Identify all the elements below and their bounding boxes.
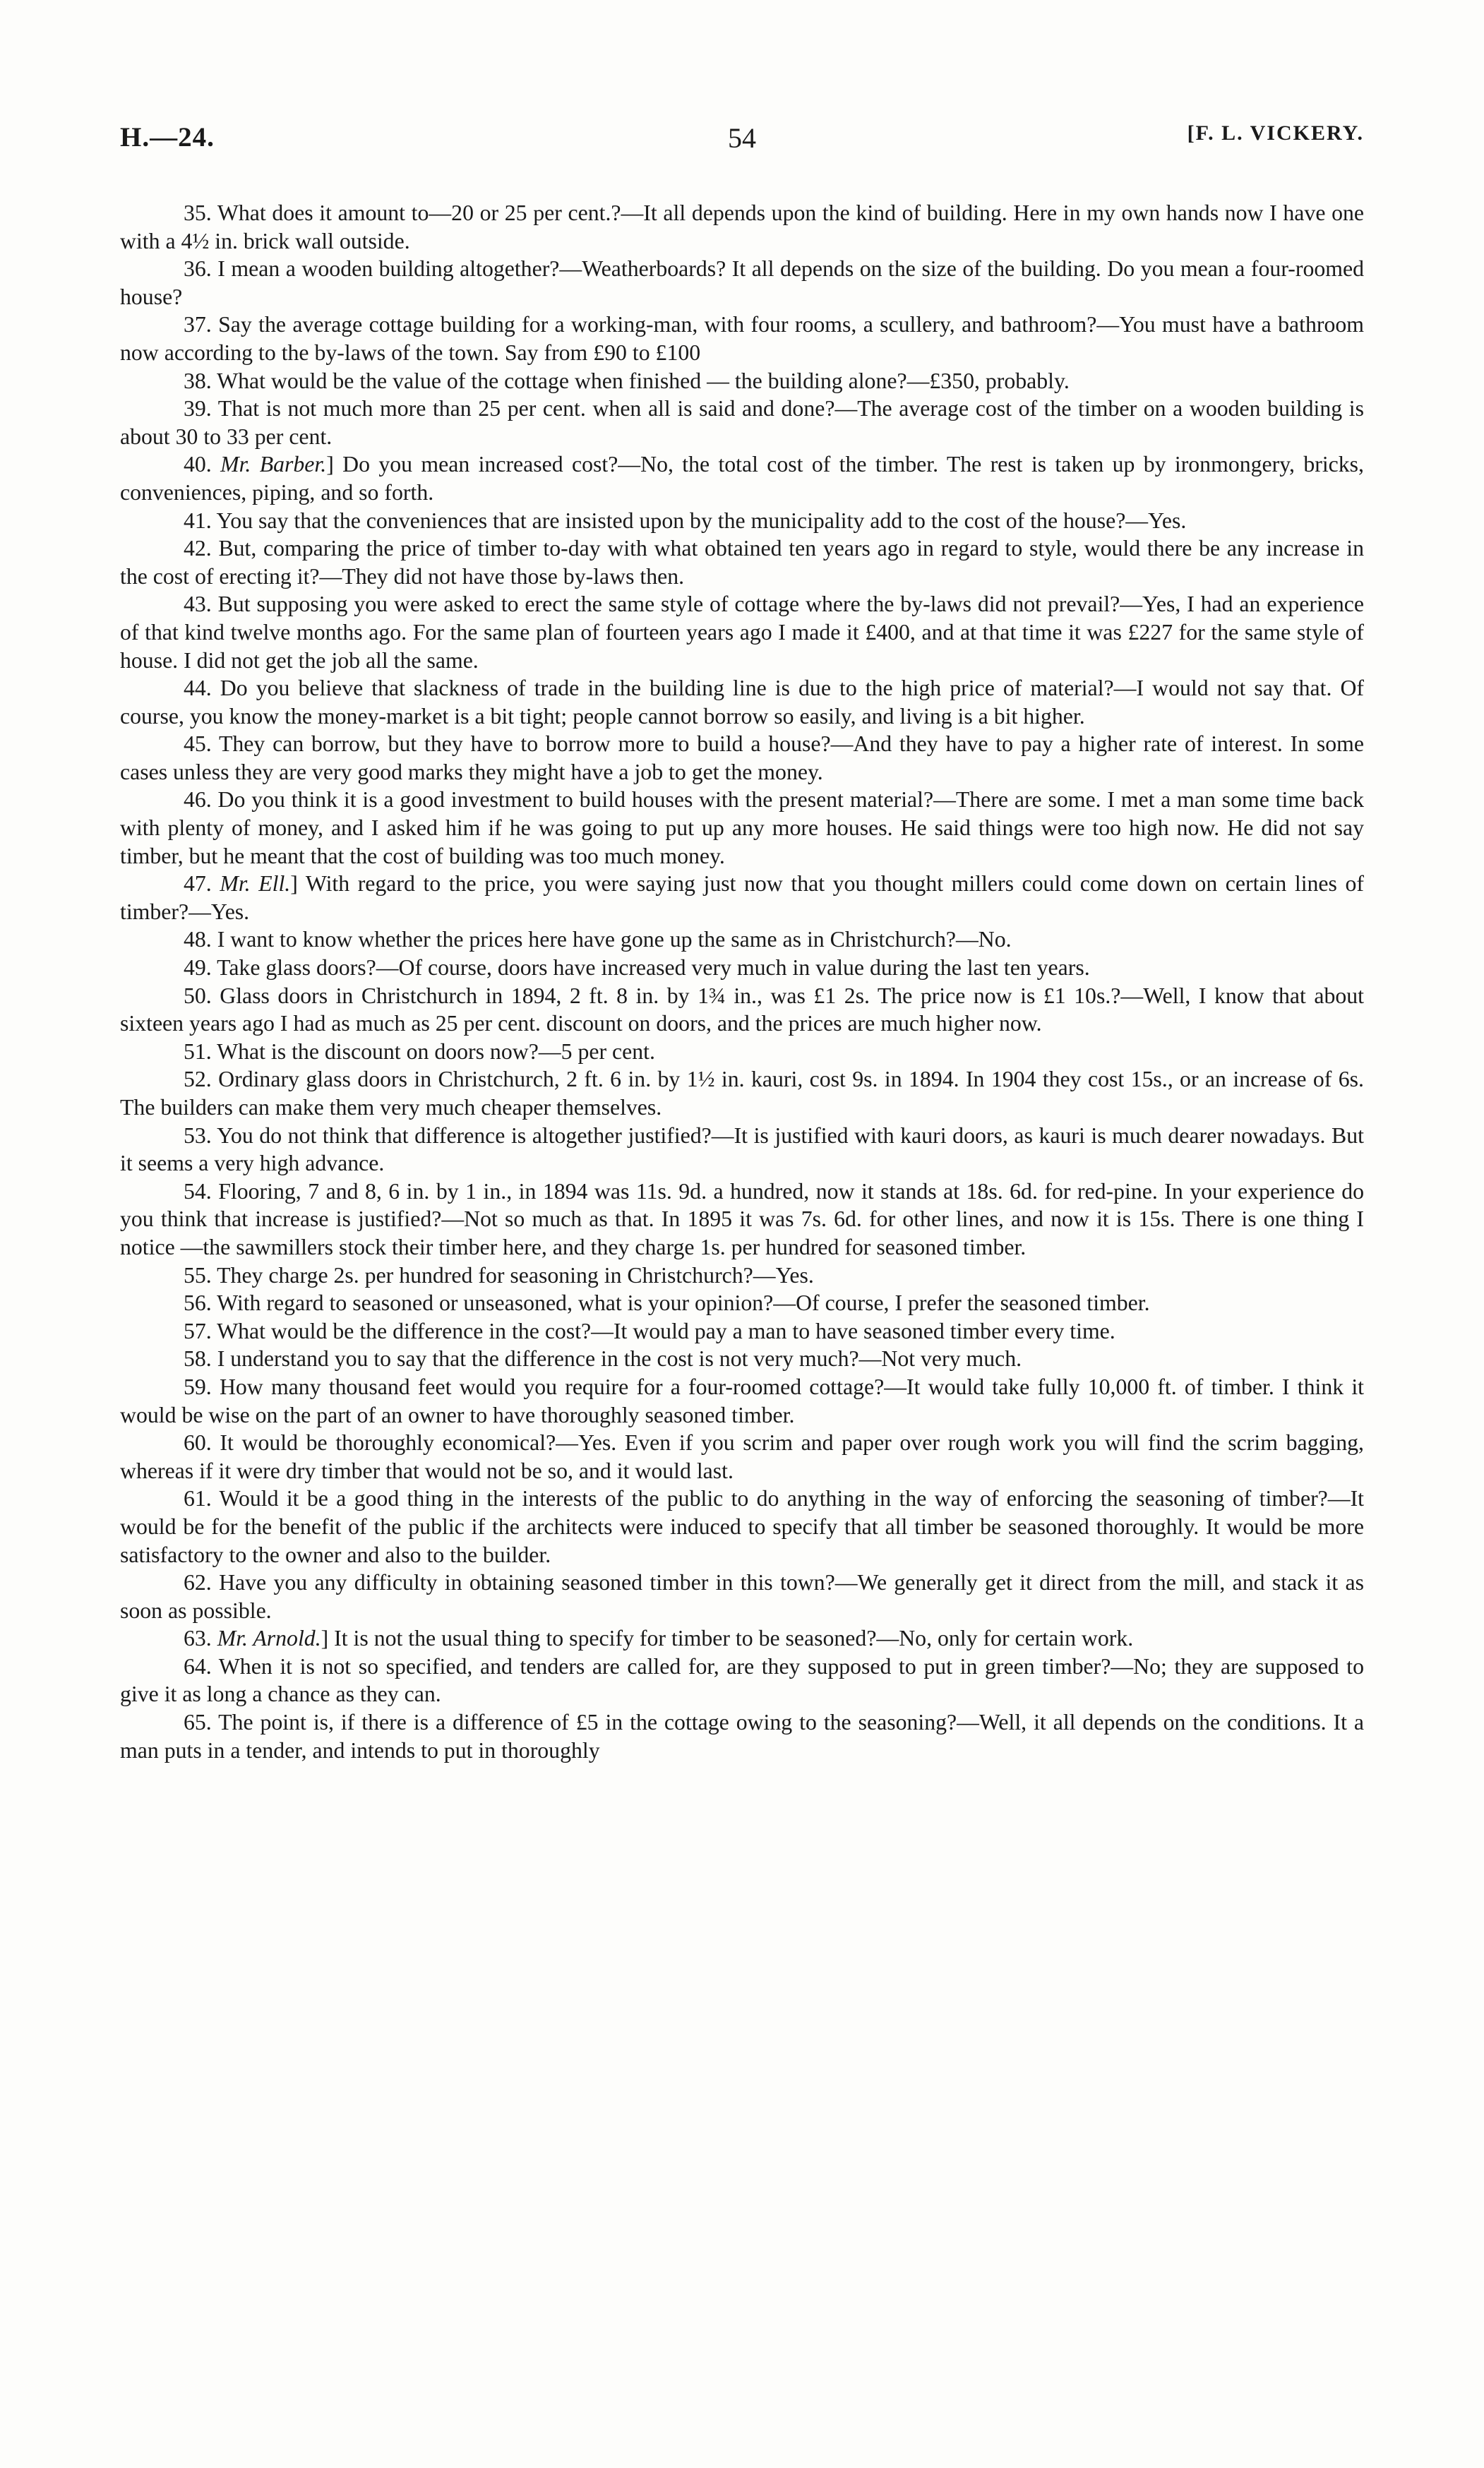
page-number: 54 xyxy=(728,122,756,154)
question-39: 39. That is not much more than 25 per cent. when all is said and done?—The average cost of the timber on a wooden building is about 30 to 33 per cent. xyxy=(120,396,1364,449)
question-63: 63. Mr. Arnold.] It is not the usual thing to specify for timber to be seasoned?—No, only for certain work. xyxy=(184,1626,1134,1651)
question-46: 46. Do you think it is a good investment to build houses with the present material?—There are some. I met a man some time back with plenty of money, and I asked him if he was going to put up any more houses. He said things were too high now. He did not say timber, but he meant that the cost of building was too much money. xyxy=(120,787,1364,868)
question-38: 38. What would be the value of the cottage when finished — the building alone?—£350, probably. xyxy=(184,368,1070,393)
question-49: 49. Take glass doors?—Of course, doors have increased very much in value during the last ten years. xyxy=(184,955,1090,981)
question-51: 51. What is the discount on doors now?—5 per cent. xyxy=(184,1038,655,1064)
question-62: 62. Have you any difficulty in obtaining seasoned timber in this town?—We generally get it direct from the mill, and stack it as soon as possible. xyxy=(120,1570,1364,1623)
page-header xyxy=(120,121,1364,164)
question-37: 37. Say the average cottage building for a working-man, with four rooms, a scullery, and bathroom?—You must have a bathroom now according to the by-laws of the town. Say from £90 to £100 xyxy=(120,312,1364,365)
question-53: 53. You do not think that difference is altogether justified?—It is justified with kauri doors, as kauri is much dearer nowadays. But it seems a very high advance. xyxy=(120,1122,1364,1176)
speaker-name: Mr. Arnold. xyxy=(217,1626,321,1651)
question-55: 55. They charge 2s. per hundred for seasoning in Christchurch?—Yes. xyxy=(184,1262,814,1288)
question-56: 56. With regard to seasoned or unseasoned, what is your opinion?—Of course, I prefer the seasoned timber. xyxy=(184,1290,1150,1316)
question-47: 47. Mr. Ell.] With regard to the price, you were saying just now that you thought millers could come down on certain lines of timber?—Yes. xyxy=(120,871,1364,924)
question-61: 61. Would it be a good thing in the interests of the public to do anything in the way of enforcing the seasoning of timber?—It would be for the benefit of the public if the architects were induced to specify that all timber be seasoned thoroughly. It would be more satisfactory to the owner and also to the builder. xyxy=(120,1486,1364,1567)
witness-name: [F. L. VICKERY. xyxy=(1187,121,1364,145)
report-reference: H.—24. xyxy=(120,122,215,152)
question-48: 48. I want to know whether the prices here have gone up the same as in Christchurch?—No. xyxy=(184,927,1012,952)
question-42: 42. But, comparing the price of timber to-day with what obtained ten years ago in regard to style, would there be any increase in the cost of erecting it?—They did not have those by-laws then. xyxy=(120,536,1364,589)
question-36: 36. I mean a wooden building altogether?—Weatherboards? It all depends on the size of the building. Do you mean a four-roomed house? xyxy=(120,256,1364,309)
question-43: 43. But supposing you were asked to erect the same style of cottage where the by-laws did not prevail?—Yes, I had an experience of that kind twelve months ago. For the same plan of fourteen years ago I made it £400, and at that time it was £227 for the same style of house. I did not get the job all the same. xyxy=(120,592,1364,673)
speaker-name: Mr. Ell. xyxy=(220,871,291,897)
question-59: 59. How many thousand feet would you require for a four-roomed cottage?—It would take fully 10,000 ft. of timber. I think it would be wise on the part of an owner to have thoroughly seasoned timber. xyxy=(120,1374,1364,1427)
question-64: 64. When it is not so specified, and tenders are called for, are they supposed to put in green timber?—No; they are supposed to give it as long a chance as they can. xyxy=(120,1653,1364,1707)
question-57: 57. What would be the difference in the cost?—It would pay a man to have seasoned timber every time. xyxy=(184,1318,1115,1343)
question-58: 58. I understand you to say that the difference in the cost is not very much?—Not very much. xyxy=(184,1346,1022,1372)
question-52: 52. Ordinary glass doors in Christchurch, 2 ft. 6 in. by 1½ in. kauri, cost 9s. in 1894. In 1904 they cost 15s., or an increase of 6s. The builders can make them very much cheaper themselves. xyxy=(120,1067,1364,1120)
speaker-name: Mr. Barber. xyxy=(220,452,327,477)
question-54: 54. Flooring, 7 and 8, 6 in. by 1 in., in 1894 was 11s. 9d. a hundred, now it stands at 18s. 6d. for red-pine. In your experience do you think that increase is justified?—Not so much as that. In 1895 it was 7s. 6d. for other lines, and now it is 15s. There is one thing I notice —the sawmillers stock their timber here, and they charge 1s. per hundred for seasoned timber. xyxy=(120,1178,1364,1259)
question-50: 50. Glass doors in Christchurch in 1894, 2 ft. 8 in. by 1¾ in., was £1 2s. The price now is £1 10s.?—Well, I know that about sixteen years ago I had as much as 25 per cent. discount on doors, and the prices are much higher now. xyxy=(120,983,1364,1036)
question-45: 45. They can borrow, but they have to borrow more to build a house?—And they have to pay a higher rate of interest. In some cases unless they are very good marks they might have a job to get the money. xyxy=(120,731,1364,784)
question-44: 44. Do you believe that slackness of trade in the building line is due to the high price of material?—I would not say that. Of course, you know the money-market is a bit tight; people cannot borrow so easily, and living is a bit higher. xyxy=(120,676,1364,729)
question-60: 60. It would be thoroughly economical?—Yes. Even if you scrim and paper over rough work you will find the scrim bagging, whereas if it were dry timber that would not be so, and it would last. xyxy=(120,1430,1364,1483)
question-41: 41. You say that the conveniences that are insisted upon by the municipality add to the cost of the house?—Yes. xyxy=(184,508,1187,533)
question-65: 65. The point is, if there is a difference of £5 in the cottage owing to the seasoning?—Well, it all depends on the conditions. It a man puts in a tender, and intends to put in thoroughly xyxy=(120,1710,1364,1763)
question-40: 40. Mr. Barber.] Do you mean increased cost?—No, the total cost of the timber. The rest is taken up by ironmongery, bricks, conveniences, piping, and so forth. xyxy=(120,452,1364,505)
question-35: 35. What does it amount to—20 or 25 per cent.?—It all depends upon the kind of building. Here in my own hands now I have one with a 4½ in. brick wall outside. xyxy=(120,200,1364,253)
testimony-text xyxy=(120,199,1364,1764)
